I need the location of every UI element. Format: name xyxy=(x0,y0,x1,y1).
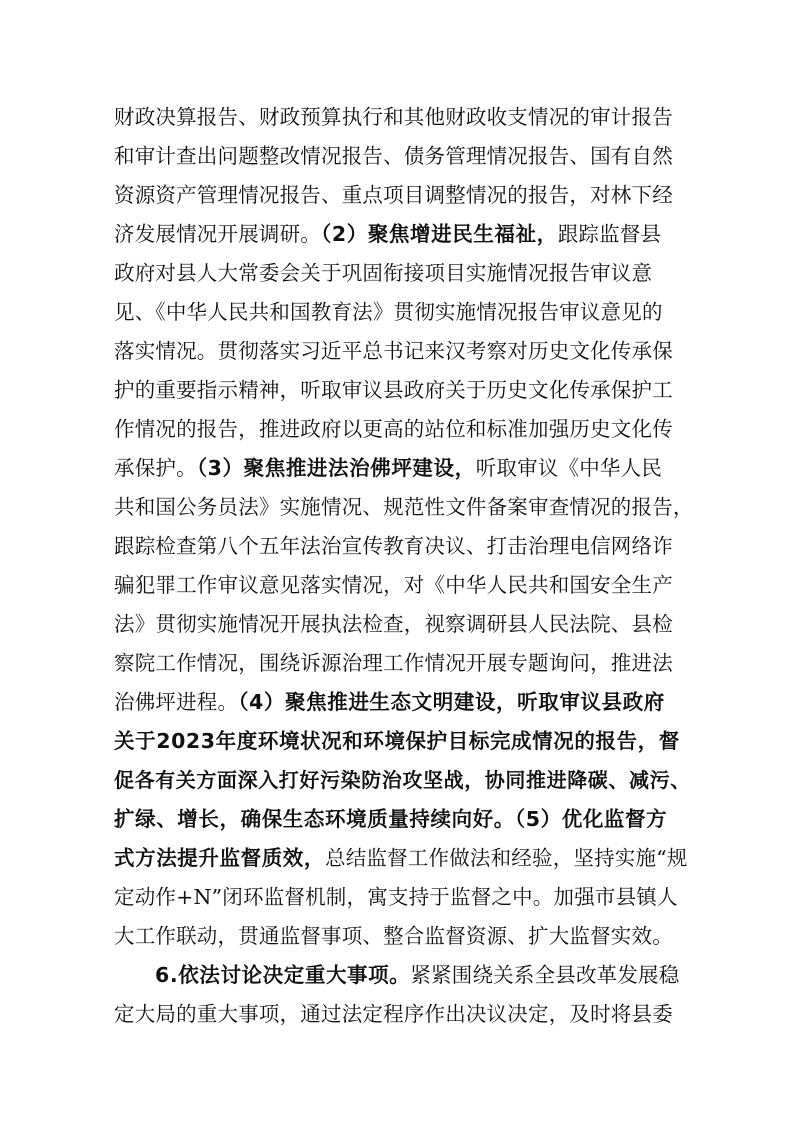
text-line xyxy=(114,292,694,332)
text-run-bold: 关于2023年度环境状况和环境保护目标完成情况的报告，督 xyxy=(114,729,680,753)
text-line xyxy=(114,487,694,527)
text-line xyxy=(114,526,694,566)
text-run-bold: （3）聚焦推进法治佛坪建设， xyxy=(196,456,476,480)
text-run: 作情况的报告，推进政府以更高的站位和标准加强历史文化传 xyxy=(114,417,673,441)
text-run: 财政决算报告、财政预算执行和其他财政收支情况的审计报告 xyxy=(114,105,673,129)
text-line xyxy=(114,214,694,254)
text-run: 察院工作情况，围绕诉源治理工作情况开展专题询问，推进法 xyxy=(114,651,673,675)
text-run: 跟踪监督县 xyxy=(557,222,662,246)
text-run: 共和国公务员法》实施情况、规范性文件备案审查情况的报告， xyxy=(114,495,694,519)
text-line xyxy=(114,97,694,137)
text-run-bold: 式方法提升监督质效， xyxy=(114,846,325,870)
text-run: 和审计查出问题整改情况报告、债务管理情况报告、国有自然 xyxy=(114,144,673,168)
text-run: 资源资产管理情况报告、重点项目调整情况的报告，对林下经 xyxy=(114,183,673,207)
text-run-bold: 扩绿、增长，确保生态环境质量持续向好。 xyxy=(114,807,515,831)
text-run-bold: （4）聚焦推进生态文明建设，听取审议县政府 xyxy=(238,690,665,714)
text-run: 定动作+N”闭环监督机制，寓支持于监督之中。加强市县镇人 xyxy=(114,885,678,909)
text-run: 骗犯罪工作审议意见落实情况，对《中华人民共和国安全生产 xyxy=(114,573,673,597)
text-run: 治佛坪进程。 xyxy=(114,690,239,714)
text-run: 总结监督工作做法和经验，坚持实施“规 xyxy=(325,846,688,870)
text-line xyxy=(114,994,694,1034)
text-run-bold: 促各有关方面深入打好污染防治攻坚战，协同推进降碳、减污、 xyxy=(114,768,691,792)
text-line xyxy=(114,409,694,449)
text-line xyxy=(114,838,694,878)
text-line xyxy=(114,175,694,215)
text-run: 定大局的重大事项，通过法定程序作出决议决定，及时将县委 xyxy=(114,1002,673,1026)
text-run-bold: （2）聚焦增进民生福祉， xyxy=(321,222,558,246)
text-run-bold: 6.依法讨论决定重大事项。 xyxy=(155,963,411,987)
text-run-bold: （5）优化监督方 xyxy=(514,807,668,831)
text-run: 法》贯彻实施情况开展执法检查，视察调研县人民法院、县检 xyxy=(114,612,673,636)
text-line xyxy=(114,565,694,605)
text-line xyxy=(114,253,694,293)
text-run: 见、《中华人民共和国教育法》贯彻实施情况报告审议意见的 xyxy=(114,300,663,324)
text-run: 济发展情况开展调研。 xyxy=(114,222,321,246)
text-run: 政府对县人大常委会关于巩固衔接项目实施情况报告审议意 xyxy=(114,261,653,285)
text-run: 承保护。 xyxy=(114,456,197,480)
text-line xyxy=(114,448,694,488)
text-line xyxy=(114,136,694,176)
text-run: 听取审议《中华人民 xyxy=(475,456,663,480)
text-line xyxy=(114,760,694,800)
text-line xyxy=(114,877,694,917)
text-run: 护的重要指示精神，听取审议县政府关于历史文化传承保护工 xyxy=(114,378,673,402)
text-run: 落实情况。贯彻落实习近平总书记来汉考察对历史文化传承保 xyxy=(114,339,673,363)
text-run: 跟踪检查第八个五年法治宣传教育决议、打击治理电信网络诈 xyxy=(114,534,673,558)
text-line xyxy=(114,331,694,371)
text-line xyxy=(114,643,694,683)
text-line xyxy=(114,799,694,839)
text-line xyxy=(114,916,694,956)
text-run: 大工作联动，贯通监督事项、整合监督资源、扩大监督实效。 xyxy=(114,924,673,948)
text-line-indented xyxy=(155,955,695,995)
text-line xyxy=(114,370,694,410)
text-line xyxy=(114,721,694,761)
text-line xyxy=(114,604,694,644)
text-run: 紧紧围绕关系全县改革发展稳 xyxy=(410,963,680,987)
text-line xyxy=(114,682,694,722)
